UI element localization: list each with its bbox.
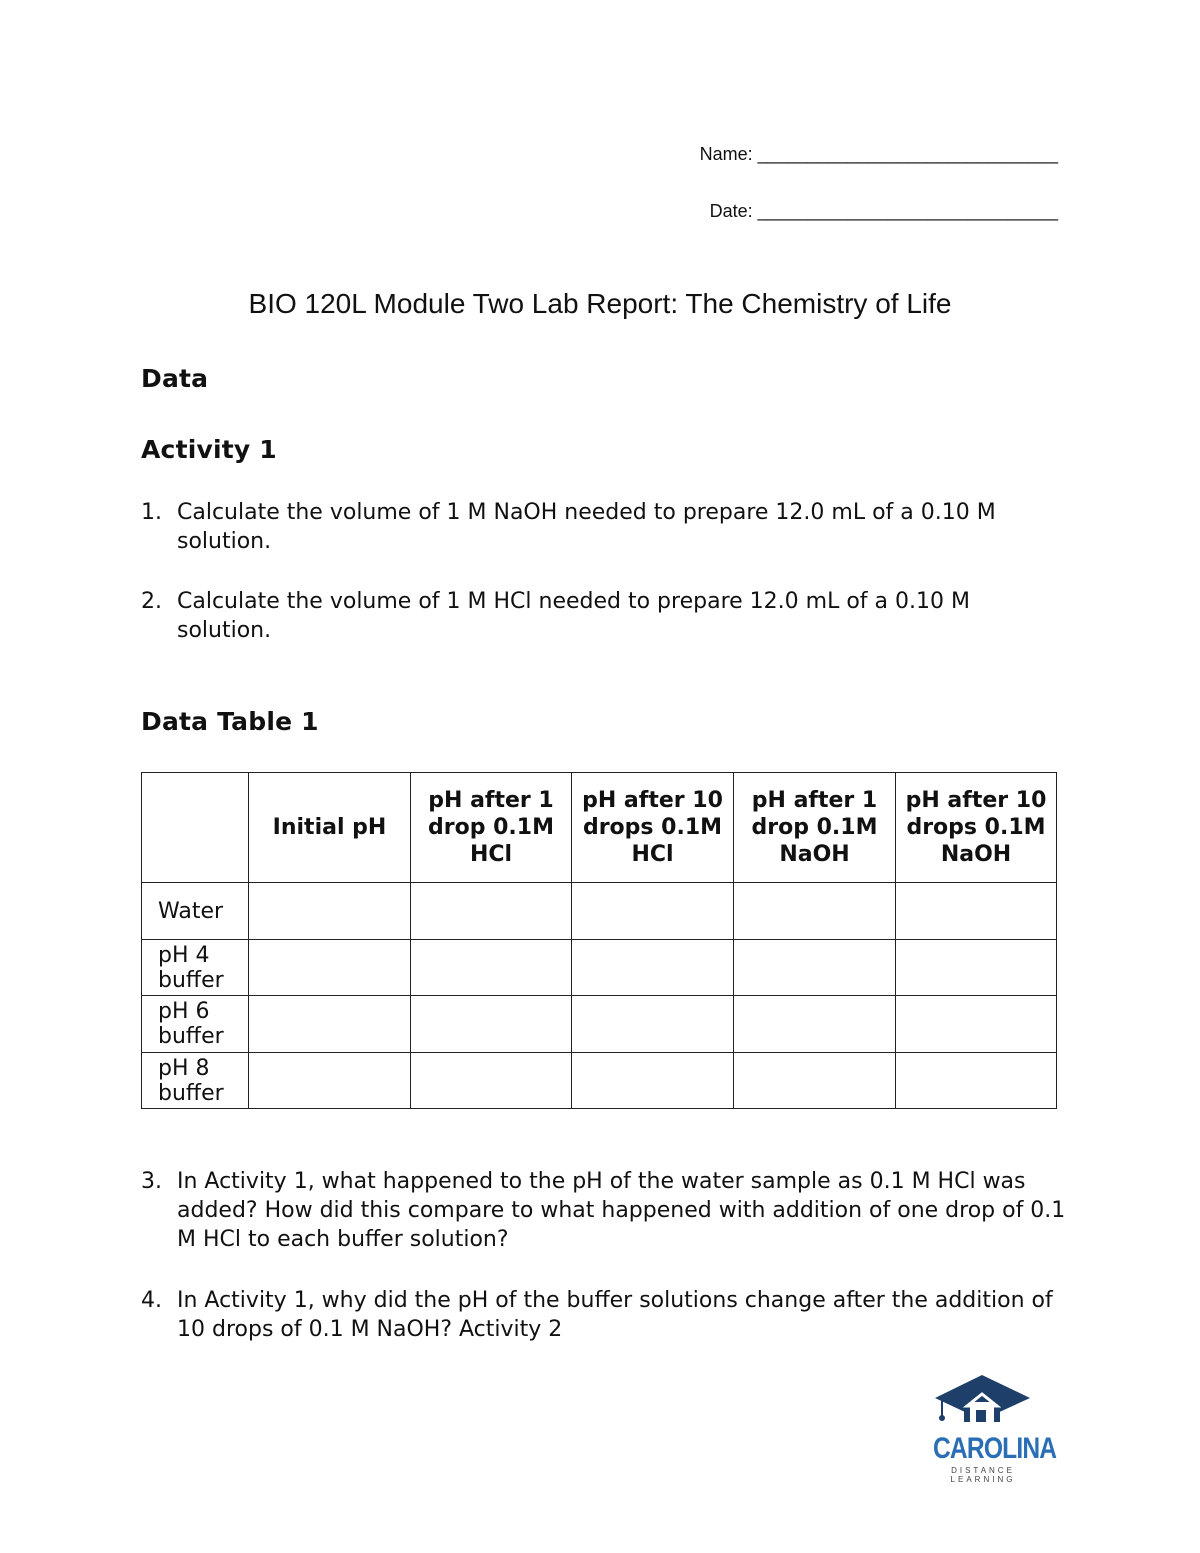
question-4 [141,1286,1071,1344]
table-row [142,883,1057,940]
table-cell [572,940,734,996]
table-cell [249,996,411,1053]
logo-wordmark: CAROLINA [932,1432,1057,1465]
date-field-line: Date: ______________________________ [709,201,1058,221]
section-heading-activity-1: Activity 1 [141,435,277,464]
table-row [142,940,1057,996]
question-number: 1. [141,500,162,525]
question-2 [141,587,1071,645]
logo-tagline: DISTANCE LEARNING [950,1466,1016,1484]
table-header-cell: pH after 10 drops 0.1M NaOH [896,773,1057,883]
section-heading-data: Data [141,364,209,393]
table-header-cell: pH after 10 drops 0.1M HCl [572,773,734,883]
question-number: 4. [141,1288,162,1313]
table-row [142,996,1057,1053]
table-cell [572,1053,734,1109]
question-3 [141,1167,1071,1254]
question-1 [141,498,1071,556]
table-header-cell [142,773,249,883]
table-cell [572,883,734,940]
table-cell [249,883,411,940]
row-label: pH 8 buffer [142,1053,249,1109]
table-cell [249,940,411,996]
question-number: 3. [141,1169,162,1194]
table-header-row [142,773,1057,883]
question-number: 2. [141,589,162,614]
table-header-cell: pH after 1 drop 0.1M NaOH [734,773,896,883]
table-cell [896,883,1057,940]
name-field-line: Name: ______________________________ [699,144,1058,164]
row-label: Water [142,883,249,940]
row-label: pH 4 buffer [142,940,249,996]
table-cell [249,1053,411,1109]
table-cell [734,883,896,940]
table-cell [734,996,896,1053]
table-cell [734,940,896,996]
question-text: In Activity 1, why did the pH of the buffer solutions change after the addition of 10 drops of 0.1 M NaOH? Activity 2 [177,1288,1053,1342]
data-table-1 [141,772,1057,1109]
table-cell [896,1053,1057,1109]
question-text: Calculate the volume of 1 M NaOH needed to prepare 12.0 mL of a 0.10 M solution. [177,500,996,554]
document-title: BIO 120L Module Two Lab Report: The Chemistry of Life [248,288,952,319]
table-row [142,1053,1057,1109]
section-heading-data-table-1: Data Table 1 [141,707,319,736]
table-cell [734,1053,896,1109]
table-cell [411,996,572,1053]
question-text: Calculate the volume of 1 M HCl needed to prepare 12.0 mL of a 0.10 M solution. [177,589,970,643]
table-header-cell: Initial pH [249,773,411,883]
row-label: pH 6 buffer [142,996,249,1053]
table-cell [896,996,1057,1053]
question-text: In Activity 1, what happened to the pH of the water sample as 0.1 M HCl was added? How did this compare to what happened with addition of one drop of 0.1 M HCl to each buffer solution? [177,1169,1066,1252]
table-header-cell: pH after 1 drop 0.1M HCl [411,773,572,883]
table-cell [411,1053,572,1109]
table-cell [896,940,1057,996]
table-cell [572,996,734,1053]
table-cell [411,883,572,940]
table-cell [411,940,572,996]
